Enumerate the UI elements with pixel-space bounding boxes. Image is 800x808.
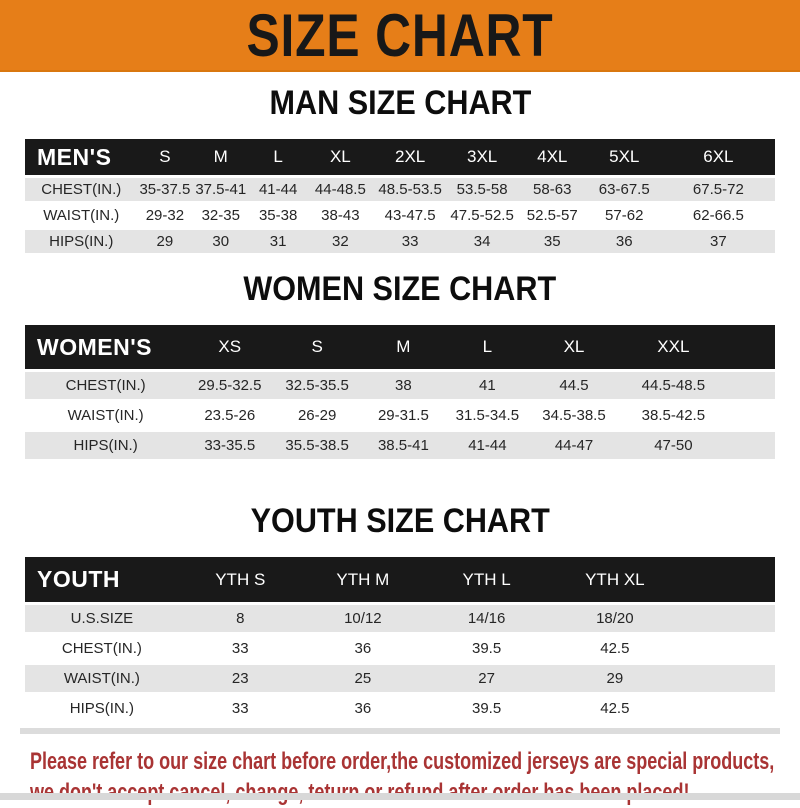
size-value-cell: 32 [307, 230, 374, 253]
size-value-cell: 14/16 [424, 605, 549, 632]
men-column-header: S [138, 139, 193, 175]
row-label: CHEST(IN.) [25, 372, 186, 399]
women-column-header: L [446, 325, 529, 369]
size-value-cell: 29.5-32.5 [186, 372, 273, 399]
size-value-cell: 42.5 [549, 635, 680, 662]
spacer-cell [680, 665, 775, 692]
size-value-cell: 52.5-57 [518, 204, 587, 227]
youth-row-waist-in [25, 665, 775, 692]
men-row-chest-in [25, 178, 775, 201]
youth-section-title [0, 502, 800, 541]
youth-column-header: YTH L [424, 557, 549, 602]
size-chart-banner [0, 0, 800, 72]
spacer-cell [728, 402, 775, 429]
youth-table-label: YOUTH [25, 557, 179, 602]
men-column-header: 3XL [446, 139, 517, 175]
men-table-header-row [25, 139, 775, 175]
women-column-header: S [273, 325, 361, 369]
size-value-cell: 29-31.5 [361, 402, 446, 429]
size-value-cell: 30 [192, 230, 249, 253]
women-column-header: XL [529, 325, 619, 369]
size-value-cell: 29 [549, 665, 680, 692]
size-value-cell: 37.5-41 [192, 178, 249, 201]
size-value-cell: 39.5 [424, 635, 549, 662]
size-value-cell: 34.5-38.5 [529, 402, 619, 429]
spacer-cell [728, 372, 775, 399]
women-row-waist-in [25, 402, 775, 429]
men-size-table-container [0, 136, 800, 256]
women-table-header-row [25, 325, 775, 369]
row-label: CHEST(IN.) [25, 178, 138, 201]
size-value-cell: 35-37.5 [138, 178, 193, 201]
size-value-cell: 38.5-41 [361, 432, 446, 459]
spacer-cell [680, 557, 775, 602]
size-value-cell: 58-63 [518, 178, 587, 201]
row-label: WAIST(IN.) [25, 665, 179, 692]
size-value-cell: 33-35.5 [186, 432, 273, 459]
size-value-cell: 32-35 [192, 204, 249, 227]
size-value-cell: 35-38 [249, 204, 307, 227]
size-value-cell: 23 [179, 665, 302, 692]
size-value-cell: 44-47 [529, 432, 619, 459]
size-value-cell: 44.5 [529, 372, 619, 399]
women-size-table [25, 322, 775, 462]
size-value-cell: 38-43 [307, 204, 374, 227]
size-value-cell: 36 [587, 230, 662, 253]
men-size-table [25, 136, 775, 256]
size-value-cell: 35 [518, 230, 587, 253]
youth-section-title-text: YOUTH SIZE CHART [250, 502, 550, 540]
row-label: HIPS(IN.) [25, 432, 186, 459]
size-value-cell: 26-29 [273, 402, 361, 429]
men-section-title-text: MAN SIZE CHART [269, 84, 531, 122]
men-column-header: 2XL [374, 139, 447, 175]
size-value-cell: 53.5-58 [446, 178, 517, 201]
size-value-cell: 67.5-72 [662, 178, 775, 201]
size-value-cell: 27 [424, 665, 549, 692]
row-label: CHEST(IN.) [25, 635, 179, 662]
size-value-cell: 10/12 [302, 605, 424, 632]
size-value-cell: 18/20 [549, 605, 680, 632]
spacer-cell [728, 325, 775, 369]
size-value-cell: 48.5-53.5 [374, 178, 447, 201]
page-bottom-strip [0, 793, 800, 800]
size-value-cell: 29 [138, 230, 193, 253]
size-value-cell: 41 [446, 372, 529, 399]
size-value-cell: 33 [374, 230, 447, 253]
women-column-header: XS [186, 325, 273, 369]
size-value-cell: 35.5-38.5 [273, 432, 361, 459]
men-row-hips-in [25, 230, 775, 253]
men-column-header: 5XL [587, 139, 662, 175]
spacer-cell [680, 605, 775, 632]
men-section-title [0, 84, 800, 123]
size-value-cell: 31.5-34.5 [446, 402, 529, 429]
youth-row-u-s-size [25, 605, 775, 632]
row-label: U.S.SIZE [25, 605, 179, 632]
disclaimer-line-1: Please refer to our size chart before order,the customized jerseys are special products, [30, 748, 775, 775]
spacer-cell [680, 635, 775, 662]
women-table-label: WOMEN'S [25, 325, 186, 369]
size-value-cell: 41-44 [249, 178, 307, 201]
size-value-cell: 33 [179, 695, 302, 722]
men-column-header: M [192, 139, 249, 175]
size-value-cell: 38.5-42.5 [619, 402, 728, 429]
size-value-cell: 37 [662, 230, 775, 253]
size-value-cell: 8 [179, 605, 302, 632]
women-column-header: XXL [619, 325, 728, 369]
youth-table-header-row [25, 557, 775, 602]
size-value-cell: 33 [179, 635, 302, 662]
size-value-cell: 23.5-26 [186, 402, 273, 429]
women-size-table-container [0, 322, 800, 462]
size-value-cell: 63-67.5 [587, 178, 662, 201]
size-value-cell: 36 [302, 635, 424, 662]
size-value-cell: 57-62 [587, 204, 662, 227]
youth-column-header: YTH M [302, 557, 424, 602]
men-column-header: XL [307, 139, 374, 175]
size-value-cell: 31 [249, 230, 307, 253]
women-section-title-text: WOMEN SIZE CHART [243, 270, 557, 308]
size-value-cell: 25 [302, 665, 424, 692]
youth-row-hips-in [25, 695, 775, 722]
women-row-chest-in [25, 372, 775, 399]
women-column-header: M [361, 325, 446, 369]
youth-row-chest-in [25, 635, 775, 662]
youth-size-table-container [0, 554, 800, 725]
spacer-cell [680, 695, 775, 722]
row-label: WAIST(IN.) [25, 402, 186, 429]
men-table-label: MEN'S [25, 139, 138, 175]
youth-column-header: YTH XL [549, 557, 680, 602]
row-label: WAIST(IN.) [25, 204, 138, 227]
youth-size-table [25, 554, 775, 725]
men-column-header: 4XL [518, 139, 587, 175]
youth-table-bottom-strip [20, 728, 780, 734]
size-value-cell: 43-47.5 [374, 204, 447, 227]
size-value-cell: 32.5-35.5 [273, 372, 361, 399]
men-row-waist-in [25, 204, 775, 227]
size-value-cell: 34 [446, 230, 517, 253]
spacer-cell [728, 432, 775, 459]
men-column-header: L [249, 139, 307, 175]
row-label: HIPS(IN.) [25, 695, 179, 722]
size-value-cell: 62-66.5 [662, 204, 775, 227]
size-value-cell: 47-50 [619, 432, 728, 459]
size-value-cell: 42.5 [549, 695, 680, 722]
women-section-title [0, 270, 800, 309]
size-value-cell: 44.5-48.5 [619, 372, 728, 399]
size-value-cell: 36 [302, 695, 424, 722]
men-column-header: 6XL [662, 139, 775, 175]
size-value-cell: 29-32 [138, 204, 193, 227]
row-label: HIPS(IN.) [25, 230, 138, 253]
youth-column-header: YTH S [179, 557, 302, 602]
size-value-cell: 47.5-52.5 [446, 204, 517, 227]
size-value-cell: 41-44 [446, 432, 529, 459]
size-value-cell: 39.5 [424, 695, 549, 722]
size-value-cell: 38 [361, 372, 446, 399]
women-row-hips-in [25, 432, 775, 459]
banner-title: SIZE CHART [246, 1, 554, 69]
size-value-cell: 44-48.5 [307, 178, 374, 201]
